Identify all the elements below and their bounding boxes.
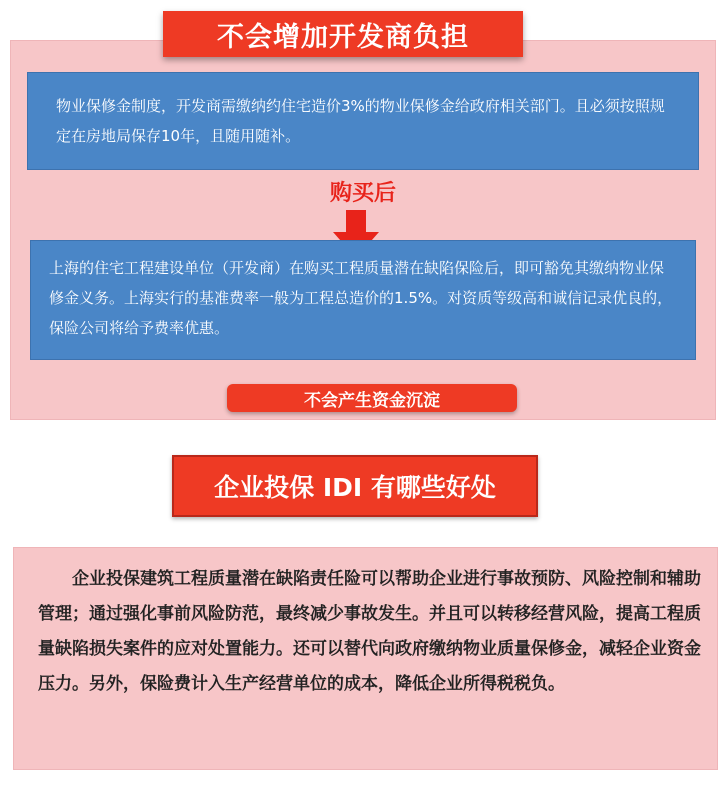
section1-title: 不会增加开发商负担 — [163, 11, 523, 57]
idi-benefits-text: 企业投保建筑工程质量潜在缺陷责任险可以帮助企业进行事故预防、风险控制和辅助管理；通过强化事前风险防范，最终减少事故发生。并且可以转移经营风险，提高工程质量缺陷损失案件的应对处置能力。还可以替代向政府缴纳物业质量保修金，减轻企业资金压力。另外，保险费计入生产经营单位的成本，降低企业所得税税负。 — [38, 569, 701, 694]
section2-panel — [13, 547, 718, 770]
after-purchase-label: 购买后 — [329, 181, 396, 206]
no-capital-sedimentation-label: 不会产生资金沉淀 — [227, 384, 517, 412]
section2-title: 企业投保 IDI 有哪些好处 — [172, 455, 538, 517]
warranty-fund-box: 物业保修金制度，开发商需缴纳约住宅造价3%的物业保修金给政府相关部门。且必须按照规定在房地局保存10年，且随用随补。 — [27, 72, 699, 170]
insurance-exemption-box: 上海的住宅工程建设单位（开发商）在购买工程质量潜在缺陷保险后，即可豁免其缴纳物业保修金义务。上海实行的基准费率一般为工程总造价的1.5%。对资质等级高和诚信记录优良的，保险公司将给予费率优惠。 — [30, 240, 696, 360]
